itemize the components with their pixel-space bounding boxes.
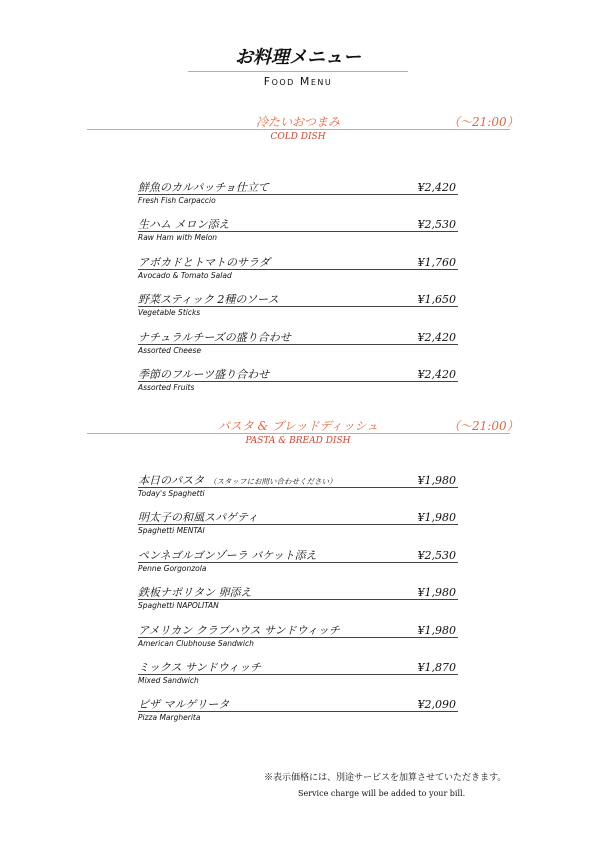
menu-item-name: 野菜スティック 2種のソース	[138, 293, 279, 307]
menu-item-title	[138, 368, 269, 381]
menu-item	[138, 331, 458, 368]
menu-item-name: ペンネゴルゴンゾーラ バケット添え	[138, 548, 317, 562]
menu-item-name-en: Raw Ham with Melon	[138, 233, 218, 243]
section-title-en: PASTA & BREAD DISH	[245, 436, 351, 446]
section-hours: （～21:00）	[448, 419, 519, 433]
menu-item	[138, 549, 458, 586]
menu-item-name-en: Vegetable Sticks	[138, 308, 201, 318]
menu-item-title	[138, 181, 269, 194]
section-title-en: COLD DISH	[270, 132, 326, 142]
menu-item-name: 鉄板ナポリタン 卵添え	[138, 586, 252, 600]
menu-item-name-en: Mixed Sandwich	[138, 675, 199, 685]
menu-item	[138, 698, 458, 735]
section-header-cold-dish	[0, 114, 596, 146]
section-title-ja: パスタ & ブレッドディッシュ	[217, 419, 379, 433]
menu-item-name-en: Today's Spaghetti	[138, 489, 205, 498]
menu-item-row	[138, 368, 458, 382]
menu-item-row	[138, 181, 458, 195]
menu-item-name-en: Assorted Fruits	[138, 382, 195, 392]
menu-item-price: ¥1,980	[417, 511, 456, 525]
menu-item-price: ¥2,530	[417, 218, 456, 232]
menu-item-name: 明太子の和風スパゲティ	[138, 511, 259, 525]
menu-item-row	[138, 511, 458, 525]
section-header-pasta-bread	[0, 418, 596, 450]
menu-item-price: ¥2,420	[417, 330, 456, 344]
page-title: お料理メニュー	[235, 47, 361, 68]
menu-item-name-en: Avocado & Tomato Salad	[138, 270, 232, 280]
menu-item-note: （スタッフにお問い合わせください）	[209, 477, 337, 486]
page-subtitle: Food Menu	[263, 75, 333, 88]
title-underline	[188, 71, 408, 72]
service-charge-note-ja: ※表示価格には、別途サービスを加算させていただきます。	[264, 773, 507, 783]
menu-item	[138, 474, 458, 511]
menu-item-price: ¥1,760	[417, 255, 456, 269]
menu-item-title	[138, 549, 317, 562]
menu-item	[138, 661, 458, 698]
menu-item-price: ¥2,090	[417, 698, 456, 712]
menu-item	[138, 256, 458, 293]
menu-item-row	[138, 474, 458, 488]
menu-item-title	[138, 256, 270, 269]
menu-item-name-en: Spaghetti MENTAI	[138, 526, 205, 536]
menu-item-name: 鮮魚のカルパッチョ仕立て	[138, 181, 269, 194]
menu-item-title	[138, 661, 261, 674]
menu-item-name-en: Spaghetti NAPOLITAN	[138, 601, 219, 611]
menu-item-row	[138, 661, 458, 675]
menu-item-row	[138, 218, 458, 232]
menu-item	[138, 368, 458, 405]
menu-item-name: アメリカン クラブハウス サンドウィッチ	[138, 623, 340, 637]
menu-item-title	[138, 218, 230, 231]
menu-item-price: ¥1,980	[417, 474, 456, 487]
menu-item	[138, 181, 458, 218]
menu-item-row	[138, 256, 458, 270]
menu-item-price: ¥2,420	[417, 181, 456, 194]
menu-item-name: 生ハム メロン添え	[138, 218, 230, 232]
menu-item	[138, 218, 458, 255]
section-hours: （～21:00）	[448, 115, 519, 129]
menu-item-price: ¥1,650	[417, 293, 456, 307]
menu-item	[138, 624, 458, 661]
menu-item-title	[138, 624, 340, 637]
menu-item	[138, 293, 458, 330]
menu-item-name-en: Penne Gorgonzola	[138, 563, 207, 573]
menu-item-price: ¥1,980	[417, 586, 456, 600]
section-title-ja: 冷たいおつまみ	[256, 115, 340, 129]
menu-item-price: ¥1,980	[417, 623, 456, 637]
menu-list-cold-dish	[138, 181, 458, 405]
menu-item-name: 本日のパスタ	[138, 474, 204, 487]
menu-item-name: 季節のフルーツ盛り合わせ	[138, 367, 270, 381]
menu-item-price: ¥2,420	[417, 367, 456, 381]
menu-item-name-en: Pizza Margherita	[138, 713, 201, 723]
section-divider	[87, 129, 510, 130]
menu-item-name: ナチュラルチーズの盛り合わせ	[138, 330, 291, 344]
menu-item-row	[138, 624, 458, 638]
menu-item-price: ¥1,870	[417, 660, 456, 674]
menu-item-name-en: American Clubhouse Sandwich	[138, 638, 254, 648]
section-divider	[87, 433, 510, 434]
menu-item-name-en: Fresh Fish Carpaccio	[138, 196, 216, 205]
menu-item-name: アボカドとトマトのサラダ	[138, 255, 270, 269]
menu-item-title	[138, 293, 279, 306]
menu-item	[138, 511, 458, 548]
menu-item-row	[138, 549, 458, 563]
menu-item-title	[138, 474, 337, 487]
menu-item-title	[138, 331, 291, 344]
menu-item-row	[138, 293, 458, 307]
menu-item-row	[138, 331, 458, 345]
menu-item-name: ミックス サンドウィッチ	[138, 660, 261, 674]
menu-item-name-en: Assorted Cheese	[138, 345, 202, 355]
menu-list-pasta-bread	[138, 474, 458, 736]
service-charge-note-en: Service charge will be added to your bill.	[298, 789, 466, 798]
menu-item-title	[138, 511, 258, 524]
menu-item-row	[138, 698, 458, 712]
menu-item-title	[138, 698, 229, 711]
menu-item-title	[138, 586, 252, 599]
menu-item	[138, 586, 458, 623]
menu-item-row	[138, 586, 458, 600]
menu-item-price: ¥2,530	[417, 548, 456, 562]
menu-item-name: ピザ マルゲリータ	[138, 698, 230, 712]
